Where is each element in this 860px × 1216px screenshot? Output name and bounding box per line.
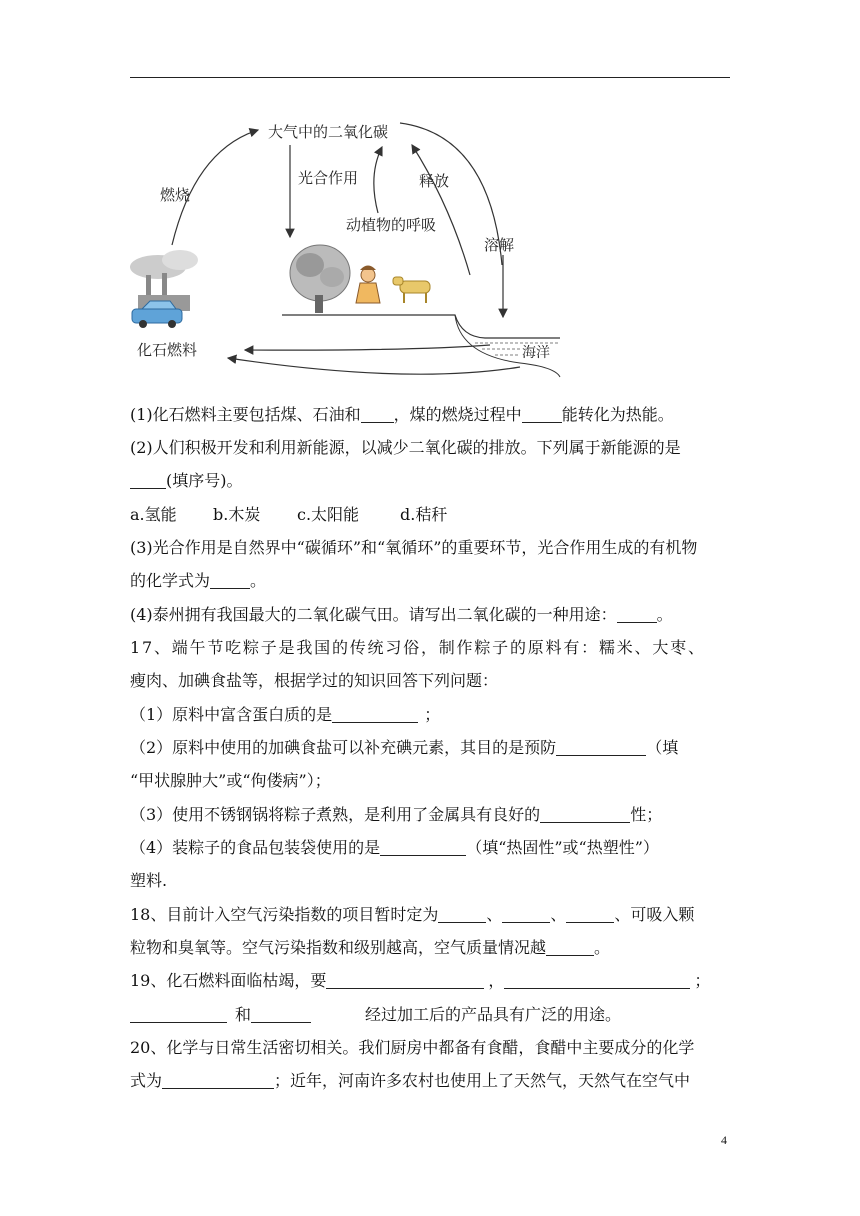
q17-sub3 <box>130 804 662 826</box>
answer-blank[interactable] <box>504 972 690 989</box>
answer-blank[interactable] <box>556 739 646 756</box>
page-number: 4 <box>721 1133 727 1147</box>
arrow-release <box>412 145 470 275</box>
option-c: c.太阳能 <box>297 505 360 524</box>
q18-text-d: 。 <box>594 938 611 957</box>
arrow-ocean-to-fuel-1 <box>245 345 490 350</box>
label-ocean: 海洋 <box>522 345 550 361</box>
q16-p3-text-a: (3)光合作用是自然界中“碳循环”和“氧循环”的重要环节，光合作用生成的有机物 <box>130 538 698 557</box>
q16-p1-text-a: (1)化石燃料主要包括煤、石油和 <box>130 405 361 424</box>
q16-options <box>130 504 447 526</box>
q17-s1-text-a: （1）原料中富含蛋白质的是 <box>130 705 333 724</box>
q17-s2-text-c: “甲状腺肿大”或“佝偻病”）； <box>130 771 331 790</box>
arrow-ocean-to-fuel-2 <box>228 358 520 374</box>
q16-part3 <box>130 537 697 559</box>
q17-s4-text-a: （4）装粽子的食品包装袋使用的是 <box>130 838 381 857</box>
answer-blank[interactable] <box>251 1006 311 1023</box>
q16-part2-cont <box>130 470 243 492</box>
q18-sep: 、 <box>550 905 567 924</box>
q17-sub2 <box>130 737 678 759</box>
label-photosynthesis: 光合作用 <box>298 169 359 187</box>
q16-part1 <box>130 404 674 426</box>
cow-icon <box>393 277 430 303</box>
option-d: d.秸秆 <box>400 505 448 524</box>
option-b: b.木炭 <box>213 505 261 524</box>
q18-line2 <box>130 937 610 959</box>
label-combustion: 燃烧 <box>160 186 191 204</box>
q18-text-c: 粒物和臭氧等。空气污染指数和级别越高，空气质量情况越 <box>130 938 547 957</box>
answer-blank[interactable] <box>380 839 466 856</box>
q17-s2-text-b: （填 <box>646 738 679 757</box>
answer-blank[interactable] <box>326 972 484 989</box>
q17-sub2-cont <box>130 770 331 792</box>
q20-text-a: 20、化学与日常生活密切相关。我们厨房中都备有食醋，食醋中主要成分的化学 <box>130 1038 695 1057</box>
q17-s3-text-a: （3）使用不锈钢锅将粽子煮熟，是利用了金属具有良好的 <box>130 805 541 824</box>
q20-line2 <box>130 1070 690 1092</box>
q20-line1 <box>130 1037 694 1059</box>
q17-sub1 <box>130 704 440 726</box>
q19-line2 <box>130 1004 621 1026</box>
q17-s2-text-a: （2）原料中使用的加碘食盐可以补充碘元素，其目的是预防 <box>130 738 557 757</box>
answer-blank[interactable] <box>162 1072 274 1089</box>
q17-s3-text-b: 性； <box>630 805 663 824</box>
q19-semi: ； <box>694 971 711 990</box>
ground-line <box>282 315 560 338</box>
answer-blank[interactable] <box>546 939 594 956</box>
q19-comma: ， <box>488 971 505 990</box>
q19-and: 和 <box>235 1005 252 1024</box>
answer-blank[interactable] <box>617 606 657 623</box>
carbon-cycle-diagram <box>110 105 570 395</box>
q16-part2 <box>130 437 681 459</box>
answer-blank[interactable] <box>210 572 250 589</box>
q17-intro <box>130 637 735 659</box>
tree-icon <box>290 245 350 313</box>
q17-sub4-cont <box>130 870 167 892</box>
answer-blank[interactable] <box>522 406 562 423</box>
q16-p1-text-b: ，煤的燃烧过程中 <box>393 405 522 424</box>
label-dissolve: 溶解 <box>484 236 515 254</box>
q17-s4-text-c: 塑料. <box>130 871 168 890</box>
q19-text-b: 经过加工后的产品具有广泛的用途。 <box>365 1005 622 1024</box>
answer-blank[interactable] <box>361 406 394 423</box>
q17-intro-line1: 17、端午节吃粽子是我国的传统习俗，制作粽子的原料有：糯米、大枣、 <box>130 638 706 657</box>
answer-blank[interactable] <box>130 1006 227 1023</box>
q18-line1 <box>130 904 694 926</box>
label-release: 释放 <box>419 172 450 190</box>
answer-blank[interactable] <box>566 906 614 923</box>
label-atmosphere-co2: 大气中的二氧化碳 <box>268 123 389 141</box>
q20-text-b: 式为 <box>130 1071 163 1090</box>
header-rule <box>130 77 730 78</box>
q16-p1-text-c: 能转化为热能。 <box>561 405 674 424</box>
q17-intro-line2: 瘦肉、加碘食盐等，根据学过的知识回答下列问题： <box>130 671 499 690</box>
answer-blank[interactable] <box>540 806 630 823</box>
label-respiration: 动植物的呼吸 <box>346 216 437 234</box>
q16-part4 <box>130 604 673 626</box>
q18-text-a: 18、目前计入空气污染指数的项目暂时定为 <box>130 905 439 924</box>
q17-s1-text-b: ； <box>424 705 441 724</box>
q17-sub4 <box>130 837 659 859</box>
q18-text-b: 、可吸入颗 <box>614 905 695 924</box>
q17-s4-text-b: （填“热固性”或“热塑性”） <box>466 838 659 857</box>
q16-p3-text-b: 的化学式为 <box>130 571 211 590</box>
q16-p4-text-a: (4)泰州拥有我国最大的二氧化碳气田。请写出二氧化碳的一种用途： <box>130 605 617 624</box>
q16-p2-text-b: (填序号)。 <box>166 471 243 490</box>
label-fossil-fuel: 化石燃料 <box>137 341 198 359</box>
q18-sep: 、 <box>486 905 503 924</box>
option-a: a.氢能 <box>130 505 177 524</box>
q19-line1 <box>130 970 710 992</box>
answer-blank[interactable] <box>438 906 486 923</box>
q16-p3-text-c: 。 <box>250 571 267 590</box>
q20-text-c: ；近年，河南许多农村也使用上了天然气，天然气在空气中 <box>274 1071 691 1090</box>
answer-blank[interactable] <box>502 906 550 923</box>
q16-p2-text-a: (2)人们积极开发和利用新能源，以减少二氧化碳的排放。下列属于新能源的是 <box>130 438 681 457</box>
q16-part3-cont <box>130 570 266 592</box>
q17-intro-cont <box>130 670 498 692</box>
answer-blank[interactable] <box>332 706 418 723</box>
q16-p4-text-b: 。 <box>656 605 673 624</box>
answer-blank[interactable] <box>130 472 166 489</box>
q19-text-a: 19、化石燃料面临枯竭，要 <box>130 971 327 990</box>
arrow-respiration <box>374 147 382 213</box>
person-icon <box>356 266 380 304</box>
